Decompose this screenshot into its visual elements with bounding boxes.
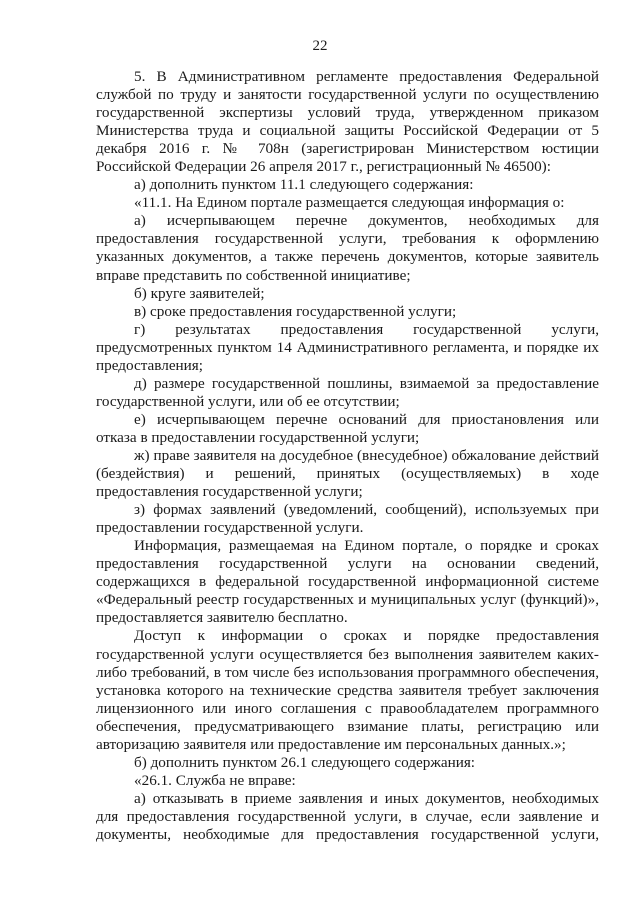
paragraph-access-info: Доступ к информации о сроках и порядке предоставления государственной услуги осуществляется без выполнения заявителем каких-либо требований, в том числе без использования программного обеспечения, установка которого на технические средства заявителя требует заключения лицензионного или иного соглашения с правообладателем программного обеспечения, предусматривающего взимание платы, регистрацию или авторизацию заявителя или предоставление им персональных данных.»;	[96, 627, 599, 753]
page-number: 22	[312, 38, 328, 54]
paragraph-26-1-heading: «26.1. Служба не вправе:	[134, 771, 296, 789]
paragraph-add-26-1: б) дополнить пунктом 26.1 следующего содержания:	[134, 753, 476, 771]
paragraph-list-d: д) размере государственной пошлины, взимаемой за предоставление государственной услуги, или об ее отсутствии;	[96, 374, 599, 410]
paragraph-portal-info: Информация, размещаемая на Едином портале, о порядке и сроках предоставления государственной услуги на основании сведений, содержащихся в федеральной государственной информационной системе «Федеральный реестр государственных и муниципальных услуг (функций)», предоставляется заявителю бесплатно.	[96, 537, 599, 627]
paragraph-list-a: а) исчерпывающем перечне документов, необходимых для предоставления государственной услуги, требования к оформлению указанных документов, а также перечень документов, которые заявитель вправе представить по собственной инициативе;	[96, 212, 599, 284]
paragraph-26-1-a: а) отказывать в приеме заявления и иных документов, необходимых для предоставления государственной услуги, в случае, если заявление и документы, необходимые для предоставления государственной услуги,	[96, 789, 599, 843]
paragraph-list-z: з) формах заявлений (уведомлений, сообщений), используемых при предоставлении государственной услуги.	[96, 501, 599, 537]
paragraph-list-b: б) круге заявителей;	[134, 284, 265, 302]
paragraph-add-11-1: а) дополнить пунктом 11.1 следующего содержания:	[134, 176, 474, 194]
paragraph-11-1-heading: «11.1. На Едином портале размещается следующая информация о:	[134, 194, 565, 212]
paragraph-list-v: в) сроке предоставления государственной услуги;	[134, 302, 457, 320]
paragraph-list-g: г) результатах предоставления государственной услуги, предусмотренных пунктом 14 Административного регламента, и порядке их предоставления;	[96, 320, 599, 374]
document-body	[96, 68, 599, 844]
paragraph-list-e: е) исчерпывающем перечне оснований для приостановления или отказа в предоставлении государственной услуги;	[96, 410, 599, 446]
paragraph-item-5-intro: 5. В Административном регламенте предоставления Федеральной службой по труду и занятости государственной услуги по осуществлению государственной экспертизы условий труда, утвержденном приказом Министерства труда и социальной защиты Российской Федерации от 5 декабря 2016 г. № 708н (зарегистрирован Министерством юстиции Российской Федерации 26 апреля 2017 г., регистрационный № 46500):	[96, 68, 599, 176]
paragraph-list-zh: ж) праве заявителя на досудебное (внесудебное) обжалование действий (бездействия) и решений, принятых (осуществляемых) в ходе предоставления государственной услуги;	[96, 446, 599, 501]
